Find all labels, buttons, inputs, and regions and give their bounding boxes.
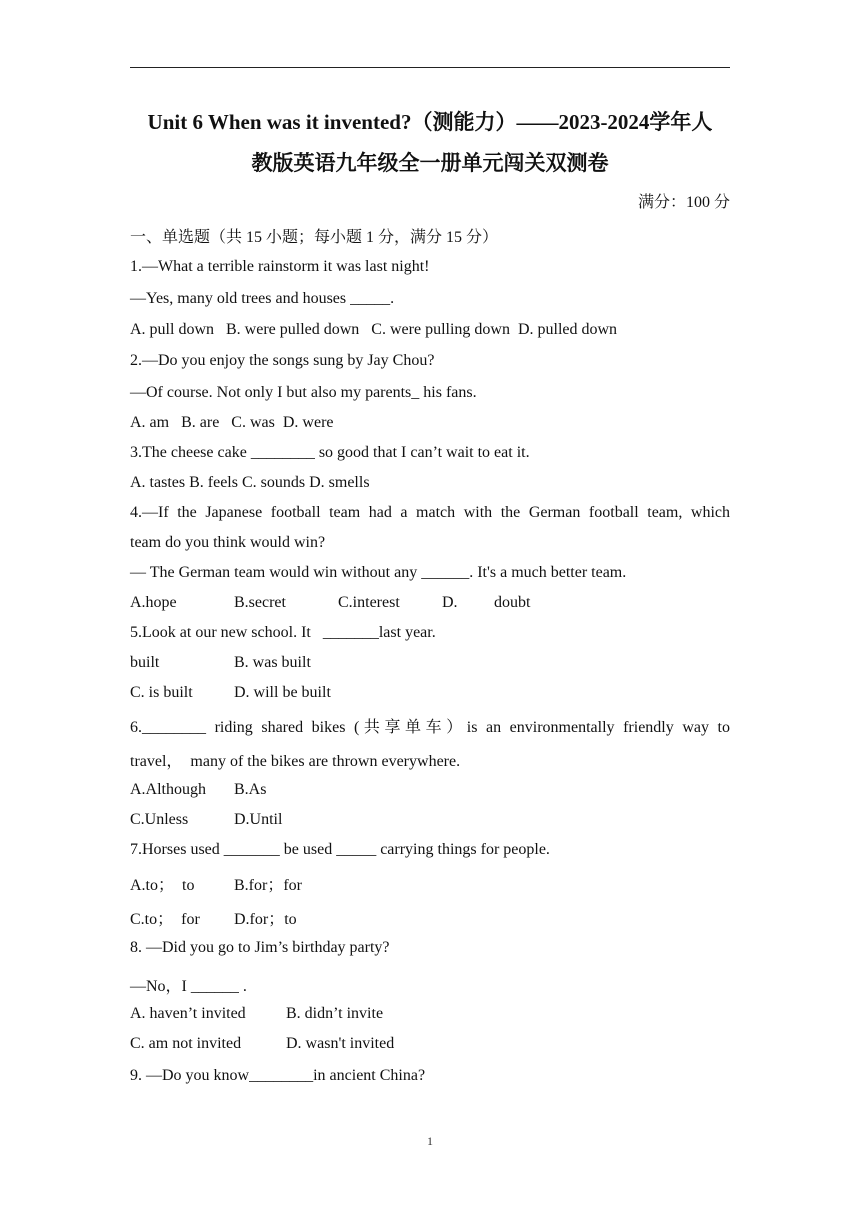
question-1-stem: 1.—What a terrible rainstorm it was last night! — [130, 258, 430, 275]
question-5-option-a: built — [130, 654, 160, 671]
question-8-option-a: A. haven’t invited — [130, 1005, 246, 1022]
question-7-option-a: A.to； to — [130, 877, 195, 894]
question-7-stem: 7.Horses used _______ be used _____ carrying things for people. — [130, 841, 550, 858]
question-4-stem-line-1: 4.—If the Japanese football team had a match with the German football team, which — [130, 504, 730, 521]
question-2-stem: 2.—Do you enjoy the songs sung by Jay Chou? — [130, 352, 435, 369]
question-5-option-d: D. will be built — [234, 684, 331, 701]
document-title-line-1: Unit 6 When was it invented?（测能力）——2023-2024学年人 — [147, 110, 713, 134]
question-2-options: A. am B. are C. was D. were — [130, 414, 334, 431]
section-title: 一、单选题（共 15 小题；每小题 1 分，满分 15 分） — [130, 229, 499, 246]
question-8-stem: 8. —Did you go to Jim’s birthday party? — [130, 939, 390, 956]
question-8-option-c: C. am not invited — [130, 1035, 242, 1052]
question-6-option-c: C.Unless — [130, 811, 189, 828]
question-5-option-b: B. was built — [234, 654, 311, 671]
question-4-option-d-text: doubt — [494, 594, 531, 611]
question-4-option-a: A.hope — [130, 594, 177, 611]
question-5-stem: 5.Look at our new school. It _______last year. — [130, 624, 436, 641]
full-score: 满分：100 分 — [637, 194, 730, 211]
question-7-option-c: C.to； for — [130, 911, 200, 928]
question-7-option-d: D.for；to — [234, 911, 297, 928]
question-8-option-d: D. wasn't invited — [286, 1035, 395, 1052]
question-6-stem-line-2: travel， many of the bikes are thrown everywhere. — [130, 753, 461, 770]
question-6-option-b: B.As — [234, 781, 267, 798]
question-1-reply: —Yes, many old trees and houses _____. — [130, 290, 395, 307]
question-2-reply: —Of course. Not only I but also my parents_ his fans. — [130, 384, 477, 401]
document-title-line-2: 教版英语九年级全一册单元闯关双测卷 — [251, 151, 609, 175]
question-6-option-a: A.Although — [130, 781, 206, 798]
question-3-options: A. tastes B. feels C. sounds D. smells — [130, 474, 370, 491]
question-4-option-d-letter: D. — [442, 594, 458, 611]
question-9-stem: 9. —Do you know________in ancient China? — [130, 1067, 426, 1084]
header-rule — [130, 67, 730, 68]
page-number: 1 — [427, 1134, 433, 1148]
question-7-option-b: B.for；for — [234, 877, 302, 894]
question-4-option-b: B.secret — [234, 594, 286, 611]
question-8-option-b: B. didn’t invite — [286, 1005, 384, 1022]
question-6-stem-line-1: 6.________ riding shared bikes (共享单车）is an environmentally friendly way to — [130, 719, 730, 736]
question-5-option-c: C. is built — [130, 684, 193, 701]
question-3-stem: 3.The cheese cake ________ so good that I can’t wait to eat it. — [130, 444, 530, 461]
question-4-option-c: C.interest — [338, 594, 400, 611]
question-6-option-d: D.Until — [234, 811, 283, 828]
question-1-options: A. pull down B. were pulled down C. were pulling down D. pulled down — [130, 321, 618, 338]
question-4-stem-line-2: team do you think would win? — [130, 534, 326, 551]
question-8-reply: —No，I ______ . — [130, 978, 247, 995]
question-4-reply: — The German team would win without any ______. It's a much better team. — [130, 564, 627, 581]
